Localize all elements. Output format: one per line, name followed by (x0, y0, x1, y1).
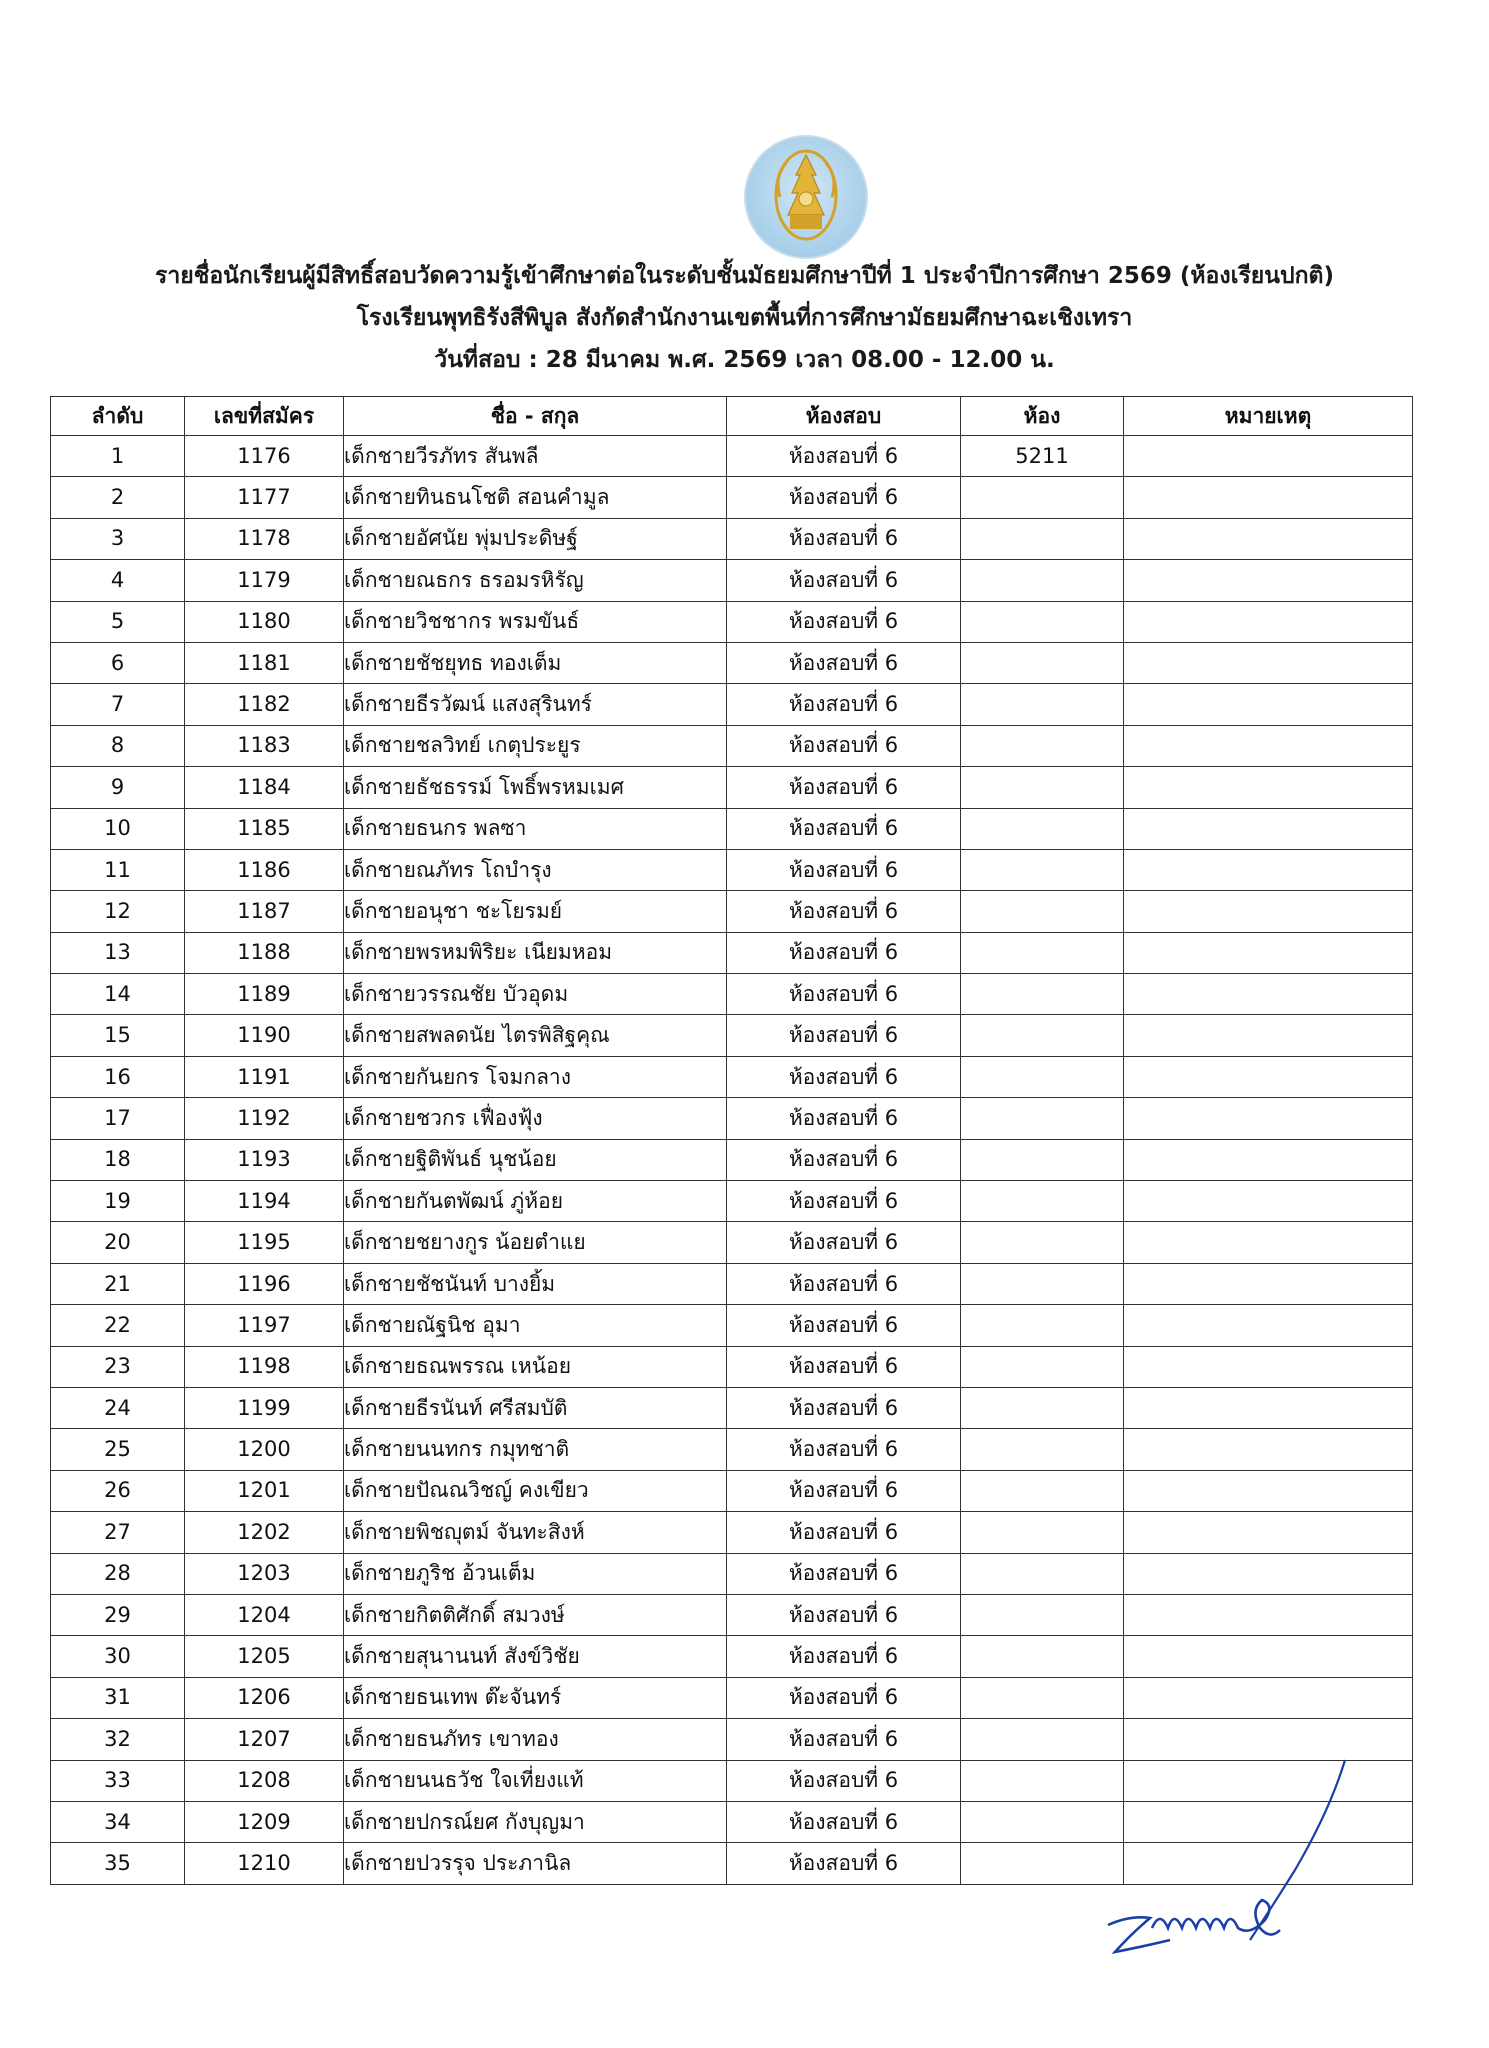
cell-note (1124, 642, 1413, 683)
cell-no: 24 (51, 1387, 185, 1428)
cell-no: 33 (51, 1760, 185, 1801)
cell-application-no: 1208 (185, 1760, 344, 1801)
table-row (51, 1512, 1413, 1553)
cell-application-no: 1190 (185, 1015, 344, 1056)
cell-room (961, 684, 1124, 725)
cell-no: 23 (51, 1346, 185, 1387)
cell-exam-room: ห้องสอบที่ 6 (727, 767, 961, 808)
cell-room (961, 601, 1124, 642)
col-header-note: หมายเหตุ (1124, 397, 1413, 436)
cell-note (1124, 1305, 1413, 1346)
cell-student-name: เด็กชายธนเทพ ต๊ะจันทร์ (344, 1677, 727, 1718)
cell-exam-room: ห้องสอบที่ 6 (727, 1263, 961, 1304)
table-row (51, 1181, 1413, 1222)
cell-room (961, 891, 1124, 932)
cell-exam-room: ห้องสอบที่ 6 (727, 1181, 961, 1222)
cell-room (961, 849, 1124, 890)
cell-application-no: 1184 (185, 767, 344, 808)
cell-room (961, 1677, 1124, 1718)
cell-student-name: เด็กชายธัชธรรม์ โพธิ์พรหมเมศ (344, 767, 727, 808)
cell-note (1124, 436, 1413, 477)
cell-room (961, 1387, 1124, 1428)
cell-exam-room: ห้องสอบที่ 6 (727, 1429, 961, 1470)
cell-no: 13 (51, 932, 185, 973)
cell-note (1124, 891, 1413, 932)
table-row (51, 1222, 1413, 1263)
cell-exam-room: ห้องสอบที่ 6 (727, 1387, 961, 1428)
cell-no: 11 (51, 849, 185, 890)
table-row (51, 1263, 1413, 1304)
cell-application-no: 1195 (185, 1222, 344, 1263)
cell-note (1124, 1056, 1413, 1097)
table-row (51, 1056, 1413, 1097)
cell-exam-room: ห้องสอบที่ 6 (727, 1760, 961, 1801)
cell-student-name: เด็กชายกิตติศักดิ์ สมวงษ์ (344, 1594, 727, 1635)
cell-exam-room: ห้องสอบที่ 6 (727, 1222, 961, 1263)
cell-no: 15 (51, 1015, 185, 1056)
cell-room (961, 725, 1124, 766)
cell-room (961, 1305, 1124, 1346)
cell-application-no: 1182 (185, 684, 344, 725)
cell-exam-room: ห้องสอบที่ 6 (727, 1098, 961, 1139)
cell-no: 14 (51, 974, 185, 1015)
table-row (51, 601, 1413, 642)
cell-student-name: เด็กชายวรรณชัย บัวอุดม (344, 974, 727, 1015)
cell-student-name: เด็กชายชยางกูร น้อยตำแย (344, 1222, 727, 1263)
cell-room (961, 1470, 1124, 1511)
cell-application-no: 1193 (185, 1139, 344, 1180)
cell-note (1124, 1512, 1413, 1553)
cell-room (961, 1015, 1124, 1056)
cell-application-no: 1206 (185, 1677, 344, 1718)
table-row (51, 891, 1413, 932)
cell-room (961, 1553, 1124, 1594)
cell-student-name: เด็กชายวิชชากร พรมขันธ์ (344, 601, 727, 642)
cell-student-name: เด็กชายพิชญุตม์ จันทะสิงห์ (344, 1512, 727, 1553)
cell-no: 22 (51, 1305, 185, 1346)
cell-room (961, 1222, 1124, 1263)
cell-note (1124, 684, 1413, 725)
cell-room (961, 1139, 1124, 1180)
signature (1090, 1740, 1390, 1970)
cell-no: 3 (51, 518, 185, 559)
cell-no: 25 (51, 1429, 185, 1470)
cell-application-no: 1207 (185, 1719, 344, 1760)
cell-application-no: 1177 (185, 477, 344, 518)
cell-note (1124, 1346, 1413, 1387)
cell-no: 9 (51, 767, 185, 808)
cell-exam-room: ห้องสอบที่ 6 (727, 1015, 961, 1056)
table-row (51, 1015, 1413, 1056)
cell-no: 18 (51, 1139, 185, 1180)
student-list-table (50, 396, 1413, 1885)
table-row (51, 1594, 1413, 1635)
table-row (51, 1346, 1413, 1387)
cell-no: 10 (51, 808, 185, 849)
cell-room (961, 1512, 1124, 1553)
cell-room (961, 1056, 1124, 1097)
cell-student-name: เด็กชายปัณณวิชญ์ คงเขียว (344, 1470, 727, 1511)
cell-no: 28 (51, 1553, 185, 1594)
table-row (51, 436, 1413, 477)
table-row (51, 684, 1413, 725)
cell-student-name: เด็กชายนนทกร กมุทชาติ (344, 1429, 727, 1470)
cell-room (961, 642, 1124, 683)
cell-exam-room: ห้องสอบที่ 6 (727, 1677, 961, 1718)
cell-application-no: 1200 (185, 1429, 344, 1470)
cell-exam-room: ห้องสอบที่ 6 (727, 808, 961, 849)
cell-application-no: 1189 (185, 974, 344, 1015)
cell-application-no: 1201 (185, 1470, 344, 1511)
cell-room (961, 1636, 1124, 1677)
cell-room (961, 1098, 1124, 1139)
cell-exam-room: ห้องสอบที่ 6 (727, 932, 961, 973)
cell-no: 7 (51, 684, 185, 725)
cell-exam-room: ห้องสอบที่ 6 (727, 1512, 961, 1553)
exam-date: วันที่สอบ : 28 มีนาคม พ.ศ. 2569 เวลา 08.00 - 12.00 น. (434, 347, 1055, 373)
cell-application-no: 1202 (185, 1512, 344, 1553)
cell-exam-room: ห้องสอบที่ 6 (727, 1594, 961, 1635)
cell-note (1124, 1553, 1413, 1594)
col-header-name: ชื่อ - สกุล (344, 397, 727, 436)
cell-application-no: 1179 (185, 560, 344, 601)
cell-note (1124, 1470, 1413, 1511)
cell-exam-room: ห้องสอบที่ 6 (727, 1056, 961, 1097)
cell-exam-room: ห้องสอบที่ 6 (727, 477, 961, 518)
cell-exam-room: ห้องสอบที่ 6 (727, 725, 961, 766)
cell-note (1124, 849, 1413, 890)
cell-application-no: 1196 (185, 1263, 344, 1304)
cell-application-no: 1186 (185, 849, 344, 890)
cell-student-name: เด็กชายชัชยุทธ ทองเต็ม (344, 642, 727, 683)
cell-application-no: 1199 (185, 1387, 344, 1428)
table-row (51, 1677, 1413, 1718)
table-row (51, 518, 1413, 559)
cell-room (961, 932, 1124, 973)
cell-application-no: 1181 (185, 642, 344, 683)
cell-exam-room: ห้องสอบที่ 6 (727, 1553, 961, 1594)
cell-note (1124, 974, 1413, 1015)
cell-note (1124, 601, 1413, 642)
cell-no: 8 (51, 725, 185, 766)
cell-exam-room: ห้องสอบที่ 6 (727, 601, 961, 642)
cell-room (961, 974, 1124, 1015)
cell-no: 30 (51, 1636, 185, 1677)
cell-student-name: เด็กชายสพลดนัย ไตรพิสิฐคุณ (344, 1015, 727, 1056)
cell-student-name: เด็กชายชลวิทย์ เกตุประยูร (344, 725, 727, 766)
cell-room (961, 518, 1124, 559)
cell-exam-room: ห้องสอบที่ 6 (727, 642, 961, 683)
cell-application-no: 1187 (185, 891, 344, 932)
cell-note (1124, 808, 1413, 849)
cell-room (961, 1346, 1124, 1387)
cell-application-no: 1209 (185, 1801, 344, 1842)
cell-student-name: เด็กชายวีรภัทร สันพลี (344, 436, 727, 477)
cell-student-name: เด็กชายฐิติพันธ์ นุชน้อย (344, 1139, 727, 1180)
cell-room (961, 1594, 1124, 1635)
cell-room (961, 560, 1124, 601)
cell-note (1124, 1015, 1413, 1056)
cell-exam-room: ห้องสอบที่ 6 (727, 1636, 961, 1677)
cell-student-name: เด็กชายธณพรรณ เหน้อย (344, 1346, 727, 1387)
table-row (51, 642, 1413, 683)
cell-application-no: 1180 (185, 601, 344, 642)
cell-exam-room: ห้องสอบที่ 6 (727, 560, 961, 601)
table-row (51, 560, 1413, 601)
cell-note (1124, 1636, 1413, 1677)
cell-student-name: เด็กชายธนภัทร เขาทอง (344, 1719, 727, 1760)
cell-room (961, 767, 1124, 808)
cell-student-name: เด็กชายชัชนันท์ บางยิ้ม (344, 1263, 727, 1304)
cell-note (1124, 1429, 1413, 1470)
school-name: โรงเรียนพุทธิรังสีพิบูล สังกัดสำนักงานเขตพื้นที่การศึกษามัธยมศึกษาฉะเชิงเทรา (356, 305, 1133, 331)
header-row (51, 397, 1413, 436)
cell-exam-room: ห้องสอบที่ 6 (727, 1346, 961, 1387)
table-header (51, 397, 1413, 436)
cell-student-name: เด็กชายณัฐนิช อุมา (344, 1305, 727, 1346)
table-row (51, 1139, 1413, 1180)
cell-no: 5 (51, 601, 185, 642)
cell-no: 19 (51, 1181, 185, 1222)
table-row (51, 974, 1413, 1015)
table-row (51, 477, 1413, 518)
cell-note (1124, 1181, 1413, 1222)
cell-application-no: 1204 (185, 1594, 344, 1635)
cell-room (961, 1263, 1124, 1304)
cell-exam-room: ห้องสอบที่ 6 (727, 684, 961, 725)
cell-no: 17 (51, 1098, 185, 1139)
table-row (51, 932, 1413, 973)
cell-student-name: เด็กชายชวกร เฟื่องฟุ้ง (344, 1098, 727, 1139)
table-row (51, 725, 1413, 766)
cell-note (1124, 1098, 1413, 1139)
document-title: รายชื่อนักเรียนผู้มีสิทธิ์สอบวัดความรู้เข้าศึกษาต่อในระดับชั้นมัธยมศึกษาปีที่ 1 ประจำปีการศึกษา 2569 (ห้องเรียนปกติ) (155, 263, 1334, 289)
col-header-exam-room: ห้องสอบ (727, 397, 961, 436)
table-row (51, 1470, 1413, 1511)
table-row (51, 767, 1413, 808)
col-header-no: ลำดับ (51, 397, 185, 436)
table-row (51, 1553, 1413, 1594)
cell-no: 21 (51, 1263, 185, 1304)
cell-note (1124, 1594, 1413, 1635)
cell-note (1124, 477, 1413, 518)
cell-application-no: 1210 (185, 1843, 344, 1884)
col-header-room: ห้อง (961, 397, 1124, 436)
cell-note (1124, 1677, 1413, 1718)
cell-room (961, 1429, 1124, 1470)
school-seal-icon (744, 135, 868, 259)
cell-no: 31 (51, 1677, 185, 1718)
cell-student-name: เด็กชายทินธนโชติ สอนคำมูล (344, 477, 727, 518)
cell-exam-room: ห้องสอบที่ 6 (727, 436, 961, 477)
table-body (51, 436, 1413, 1885)
cell-application-no: 1188 (185, 932, 344, 973)
table-row (51, 1429, 1413, 1470)
cell-application-no: 1191 (185, 1056, 344, 1097)
cell-note (1124, 1139, 1413, 1180)
cell-note (1124, 932, 1413, 973)
table-row (51, 808, 1413, 849)
cell-student-name: เด็กชายณภัทร โถบำรุง (344, 849, 727, 890)
cell-no: 12 (51, 891, 185, 932)
cell-room (961, 808, 1124, 849)
table-row (51, 849, 1413, 890)
table-row (51, 1387, 1413, 1428)
cell-no: 27 (51, 1512, 185, 1553)
cell-student-name: เด็กชายธีรนันท์ ศรีสมบัติ (344, 1387, 727, 1428)
cell-student-name: เด็กชายธนกร พลซา (344, 808, 727, 849)
cell-room (961, 477, 1124, 518)
cell-exam-room: ห้องสอบที่ 6 (727, 1139, 961, 1180)
cell-no: 4 (51, 560, 185, 601)
cell-no: 35 (51, 1843, 185, 1884)
col-header-application-no: เลขที่สมัคร (185, 397, 344, 436)
cell-no: 16 (51, 1056, 185, 1097)
cell-application-no: 1205 (185, 1636, 344, 1677)
cell-application-no: 1183 (185, 725, 344, 766)
table-row (51, 1098, 1413, 1139)
cell-exam-room: ห้องสอบที่ 6 (727, 1843, 961, 1884)
cell-note (1124, 1263, 1413, 1304)
cell-student-name: เด็กชายอัศนัย พุ่มประดิษฐ์ (344, 518, 727, 559)
cell-application-no: 1185 (185, 808, 344, 849)
cell-room (961, 1181, 1124, 1222)
cell-application-no: 1198 (185, 1346, 344, 1387)
cell-student-name: เด็กชายภูริช อ้วนเต็ม (344, 1553, 727, 1594)
cell-note (1124, 725, 1413, 766)
cell-exam-room: ห้องสอบที่ 6 (727, 1801, 961, 1842)
cell-student-name: เด็กชายธีรวัฒน์ แสงสุรินทร์ (344, 684, 727, 725)
cell-student-name: เด็กชายพรหมพิริยะ เนียมหอม (344, 932, 727, 973)
cell-student-name: เด็กชายณธกร ธรอมรหิรัญ (344, 560, 727, 601)
cell-note (1124, 560, 1413, 601)
cell-application-no: 1178 (185, 518, 344, 559)
cell-no: 2 (51, 477, 185, 518)
table-row (51, 1636, 1413, 1677)
cell-room: 5211 (961, 436, 1124, 477)
cell-note (1124, 767, 1413, 808)
cell-application-no: 1203 (185, 1553, 344, 1594)
cell-note (1124, 1387, 1413, 1428)
cell-application-no: 1176 (185, 436, 344, 477)
cell-student-name: เด็กชายปวรรุจ ประภานิล (344, 1843, 727, 1884)
cell-application-no: 1197 (185, 1305, 344, 1346)
cell-exam-room: ห้องสอบที่ 6 (727, 1305, 961, 1346)
cell-student-name: เด็กชายสุนานนท์ สังข์วิชัย (344, 1636, 727, 1677)
cell-student-name: เด็กชายกันยกร โจมกลาง (344, 1056, 727, 1097)
cell-note (1124, 1222, 1413, 1263)
cell-no: 1 (51, 436, 185, 477)
cell-student-name: เด็กชายปกรณ์ยศ กังบุญมา (344, 1801, 727, 1842)
cell-exam-room: ห้องสอบที่ 6 (727, 891, 961, 932)
cell-application-no: 1194 (185, 1181, 344, 1222)
cell-exam-room: ห้องสอบที่ 6 (727, 1719, 961, 1760)
cell-student-name: เด็กชายนนธวัช ใจเที่ยงแท้ (344, 1760, 727, 1801)
cell-exam-room: ห้องสอบที่ 6 (727, 1470, 961, 1511)
cell-no: 29 (51, 1594, 185, 1635)
cell-student-name: เด็กชายอนุชา ชะโยรมย์ (344, 891, 727, 932)
cell-exam-room: ห้องสอบที่ 6 (727, 518, 961, 559)
cell-no: 26 (51, 1470, 185, 1511)
table-row (51, 1305, 1413, 1346)
cell-no: 34 (51, 1801, 185, 1842)
cell-note (1124, 518, 1413, 559)
cell-exam-room: ห้องสอบที่ 6 (727, 849, 961, 890)
cell-student-name: เด็กชายกันตพัฒน์ ภู่ห้อย (344, 1181, 727, 1222)
cell-exam-room: ห้องสอบที่ 6 (727, 974, 961, 1015)
cell-no: 6 (51, 642, 185, 683)
cell-no: 32 (51, 1719, 185, 1760)
cell-no: 20 (51, 1222, 185, 1263)
cell-application-no: 1192 (185, 1098, 344, 1139)
